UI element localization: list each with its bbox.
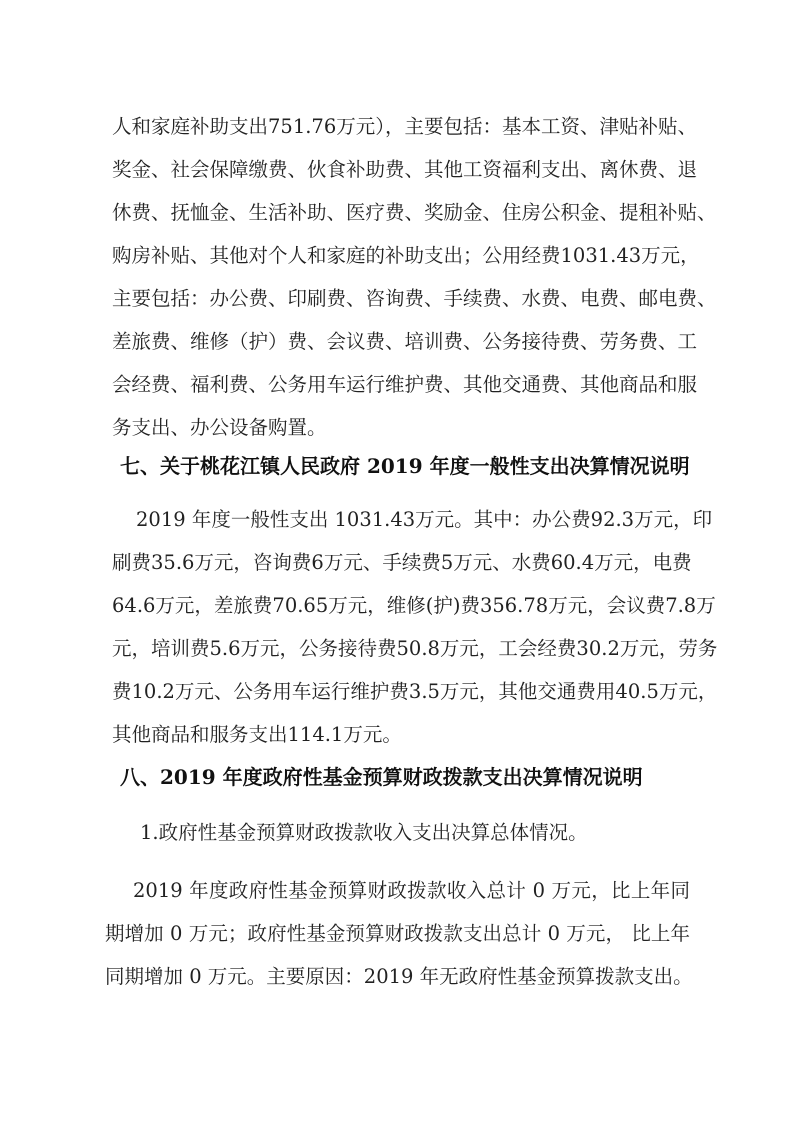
paragraph-line: 期增加 0 万元；政府性基金预算财政拨款支出总计 0 万元， 比上年 xyxy=(105,922,690,945)
paragraph-line: 64.6万元，差旅费70.65万元，维修(护)费356.78万元，会议费7.8万 xyxy=(112,594,716,617)
paragraph-line: 购房补贴、其他对个人和家庭的补助支出；公用经费1031.43万元， xyxy=(112,244,700,267)
paragraph-line: 其他商品和服务支出114.1万元。 xyxy=(112,723,402,746)
paragraph-line: 休费、抚恤金、生活补助、医疗费、奖励金、住房公积金、提租补贴、 xyxy=(112,201,717,224)
paragraph-line: 2019 年度一般性支出 1031.43万元。其中：办公费92.3万元，印 xyxy=(136,508,713,531)
paragraph-line: 会经费、福利费、公务用车运行维护费、其他交通费、其他商品和服 xyxy=(112,373,698,396)
paragraph-line: 差旅费、维修（护）费、会议费、培训费、公务接待费、劳务费、工 xyxy=(112,330,698,353)
paragraph-line: 费10.2万元、公务用车运行维护费3.5万元，其他交通费用40.5万元， xyxy=(112,680,718,703)
paragraph-line: 同期增加 0 万元。主要原因：2019 年无政府性基金预算拨款支出。 xyxy=(105,965,693,988)
paragraph-line: 主要包括：办公费、印刷费、咨询费、手续费、水费、电费、邮电费、 xyxy=(112,287,717,310)
subheading: 1.政府性基金预算财政拨款收入支出决算总体情况。 xyxy=(140,821,588,844)
paragraph-line: 奖金、社会保障缴费、伙食补助费、其他工资福利支出、离休费、退 xyxy=(112,158,698,181)
paragraph-line: 人和家庭补助支出751.76万元），主要包括：基本工资、津贴补贴、 xyxy=(112,115,697,138)
section-heading: 七、关于桃花江镇人民政府 2019 年度一般性支出决算情况说明 xyxy=(120,454,690,478)
section-heading: 八、2019 年度政府性基金预算财政拨款支出决算情况说明 xyxy=(120,765,643,789)
paragraph-line: 元，培训费5.6万元，公务接待费50.8万元，工会经费30.2万元，劳务 xyxy=(112,637,718,660)
paragraph-line: 刷费35.6万元，咨询费6万元、手续费5万元、水费60.4万元，电费 xyxy=(112,551,692,574)
paragraph-line: 务支出、办公设备购置。 xyxy=(112,416,327,439)
paragraph-line: 2019 年度政府性基金预算财政拨款收入总计 0 万元，比上年同 xyxy=(133,879,690,902)
